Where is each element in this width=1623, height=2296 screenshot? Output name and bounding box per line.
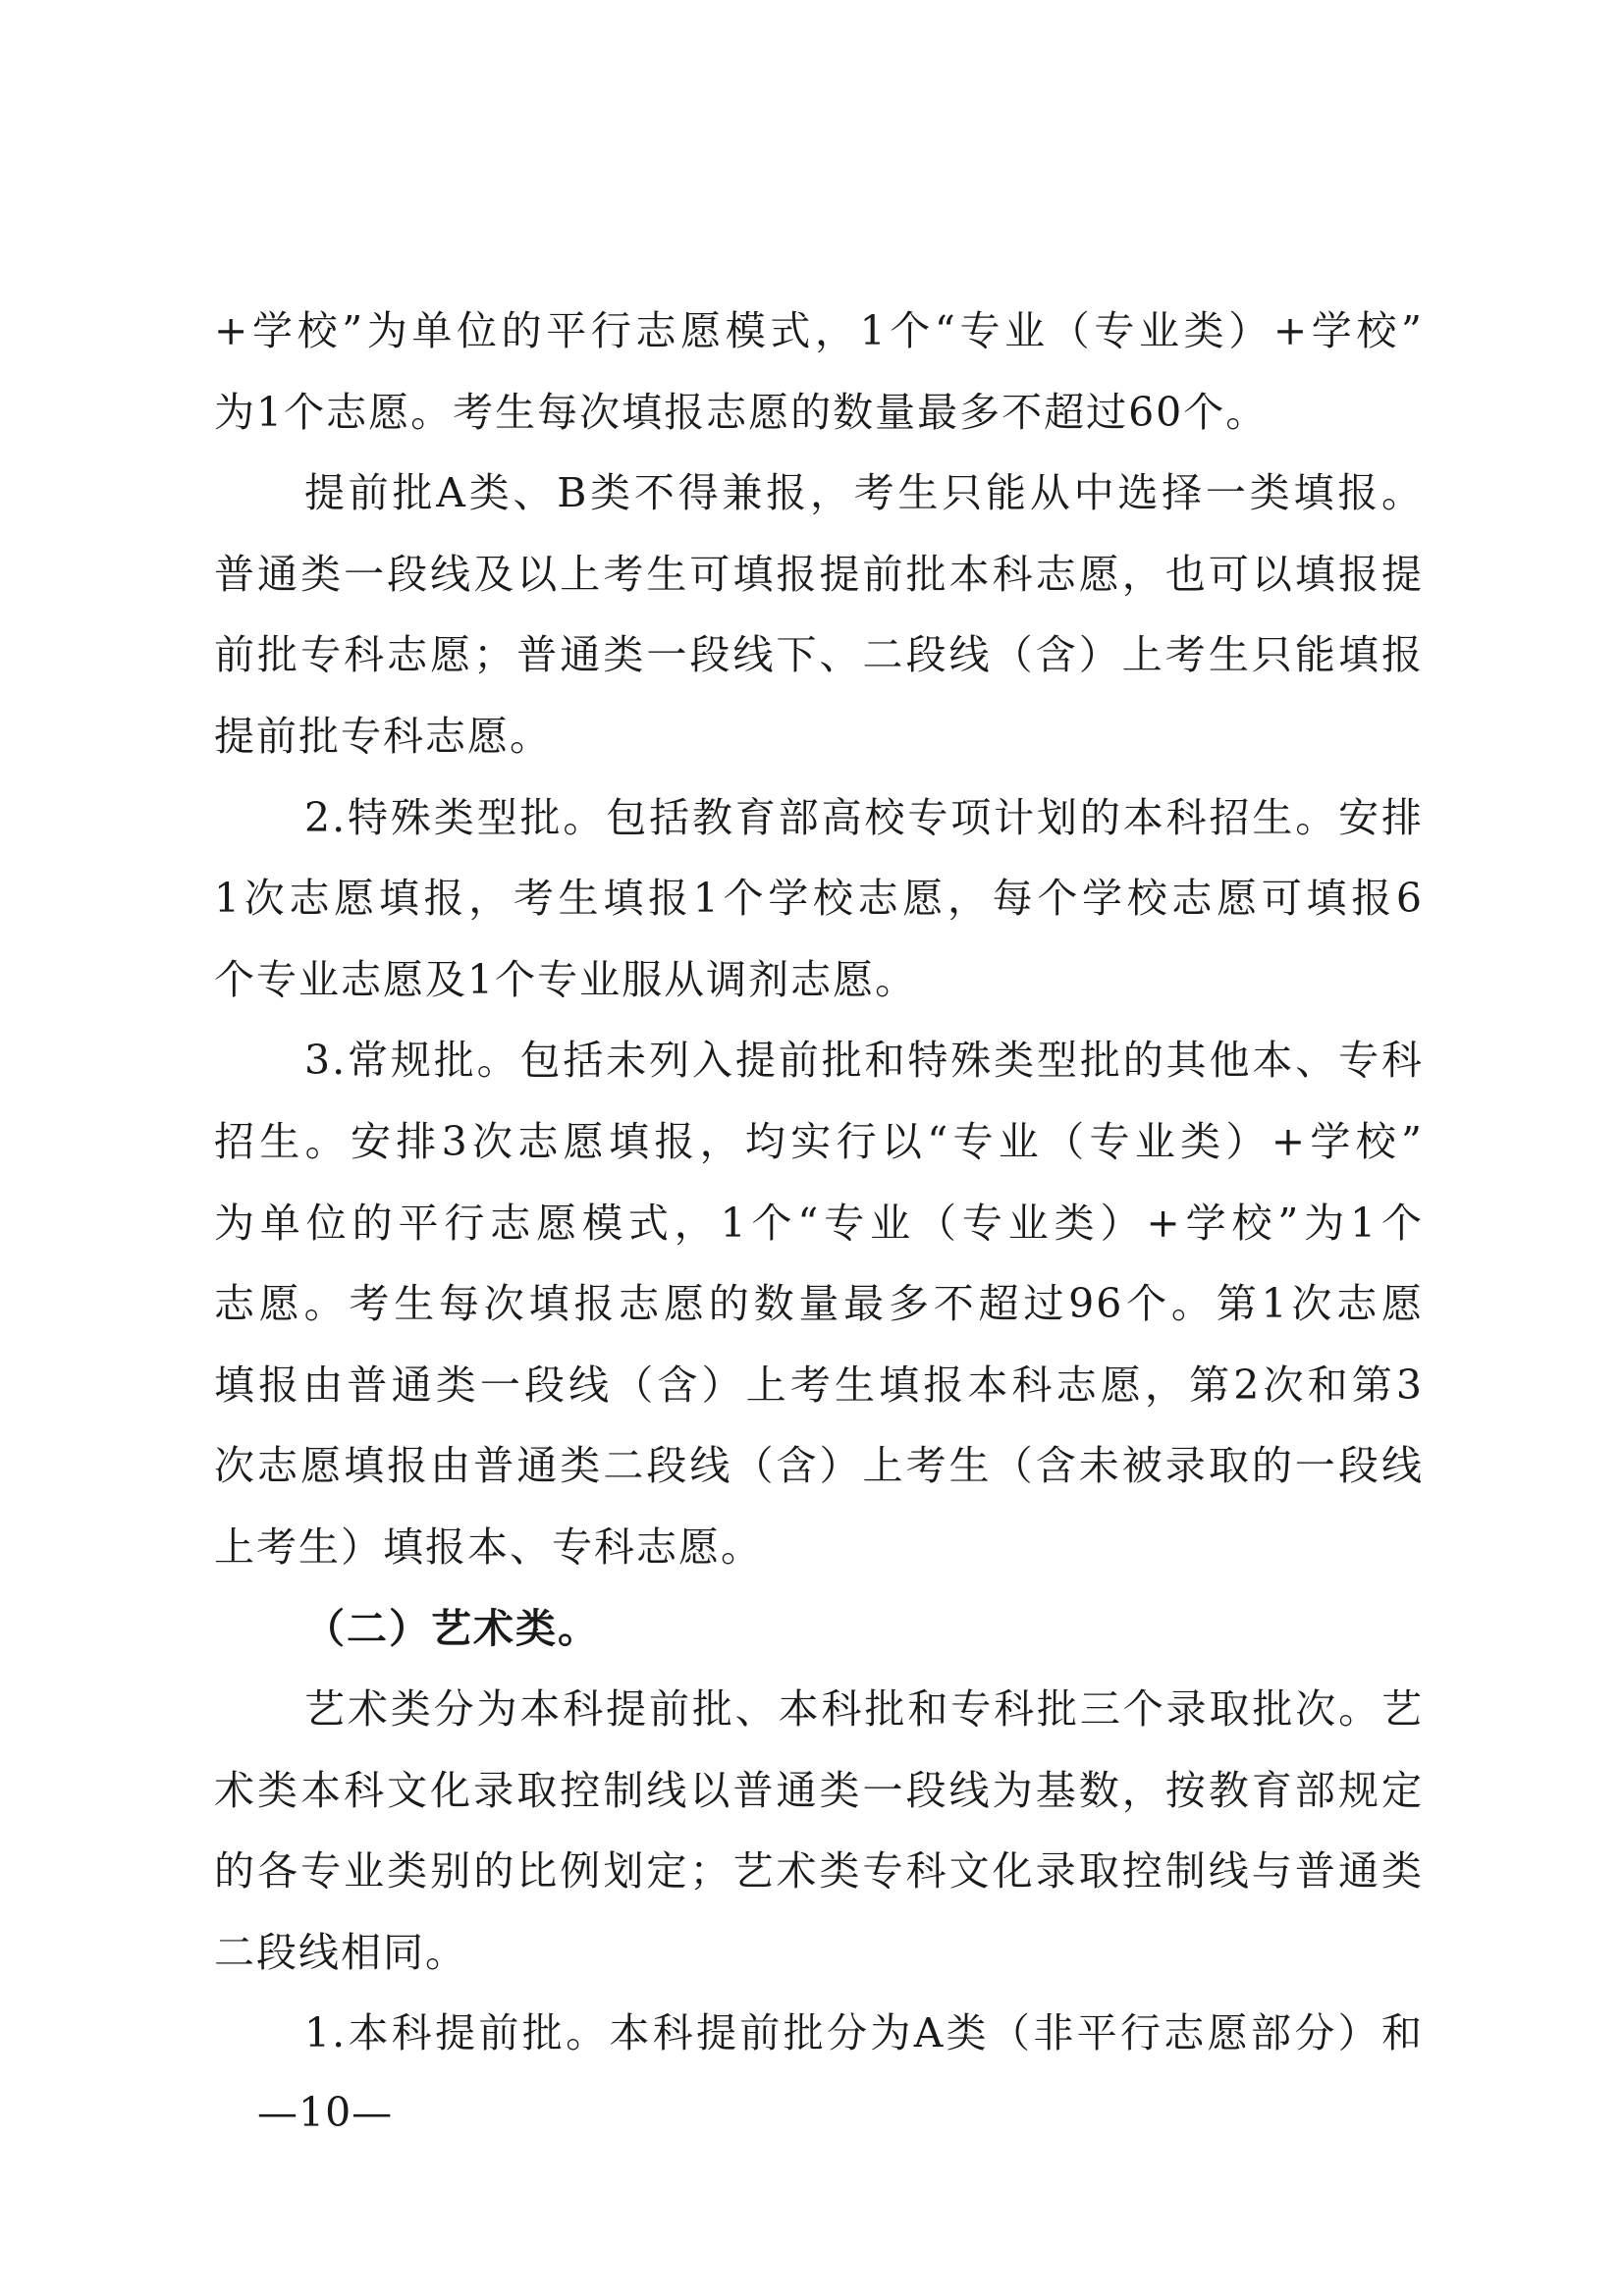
paragraph-start-line: 3.常规批。包括未列入提前批和特殊类型批的其他本、专科 bbox=[304, 1037, 1424, 1085]
paragraph-start-line: 1.本科提前批。本科提前批分为A类（非平行志愿部分）和 bbox=[304, 2009, 1424, 2057]
text-line: 术类本科文化录取控制线以普通类一段线为基数，按教育部规定 bbox=[214, 1766, 1424, 1814]
section-heading: （二）艺术类。 bbox=[304, 1604, 600, 1652]
paragraph-start-line: 提前批A类、B类不得兼报，考生只能从中选择一类填报。 bbox=[304, 469, 1424, 517]
text-line: 上考生）填报本、专科志愿。 bbox=[214, 1522, 763, 1571]
text-line: 为1个志愿。考生每次填报志愿的数量最多不超过60个。 bbox=[214, 388, 1269, 436]
text-line: +学校”为单位的平行志愿模式，1个“专业（专业类）+学校” bbox=[214, 307, 1424, 354]
paragraph-start-line: 2.特殊类型批。包括教育部高校专项计划的本科招生。安排 bbox=[304, 793, 1424, 841]
text-line: 普通类一段线及以上考生可填报提前批本科志愿，也可以填报提 bbox=[214, 550, 1424, 598]
text-line: 的各专业类别的比例划定；艺术类专科文化录取控制线与普通类 bbox=[214, 1847, 1424, 1896]
text-line: 提前批专科志愿。 bbox=[214, 712, 552, 760]
page-number: —10— bbox=[257, 2089, 394, 2136]
text-line: 招生。安排3次志愿填报，均实行以“专业（专业类）+学校” bbox=[214, 1117, 1424, 1165]
text-line: 个专业志愿及1个专业服从调剂志愿。 bbox=[214, 955, 918, 1003]
text-line: 二段线相同。 bbox=[214, 1928, 467, 1976]
text-line: 为单位的平行志愿模式，1个“专业（专业类）+学校”为1个 bbox=[214, 1199, 1424, 1247]
text-line: 次志愿填报由普通类二段线（含）上考生（含未被录取的一段线 bbox=[214, 1442, 1424, 1490]
text-line: 前批专科志愿；普通类一段线下、二段线（含）上考生只能填报 bbox=[214, 631, 1424, 679]
body-text bbox=[214, 291, 1424, 2074]
text-line: 填报由普通类一段线（含）上考生填报本科志愿，第2次和第3 bbox=[214, 1361, 1424, 1409]
text-line: 志愿。考生每次填报志愿的数量最多不超过96个。第1次志愿 bbox=[214, 1280, 1424, 1328]
paragraph-start-line: 艺术类分为本科提前批、本科批和专科批三个录取批次。艺 bbox=[304, 1685, 1424, 1734]
text-line: 1次志愿填报，考生填报1个学校志愿，每个学校志愿可填报6 bbox=[214, 875, 1424, 923]
